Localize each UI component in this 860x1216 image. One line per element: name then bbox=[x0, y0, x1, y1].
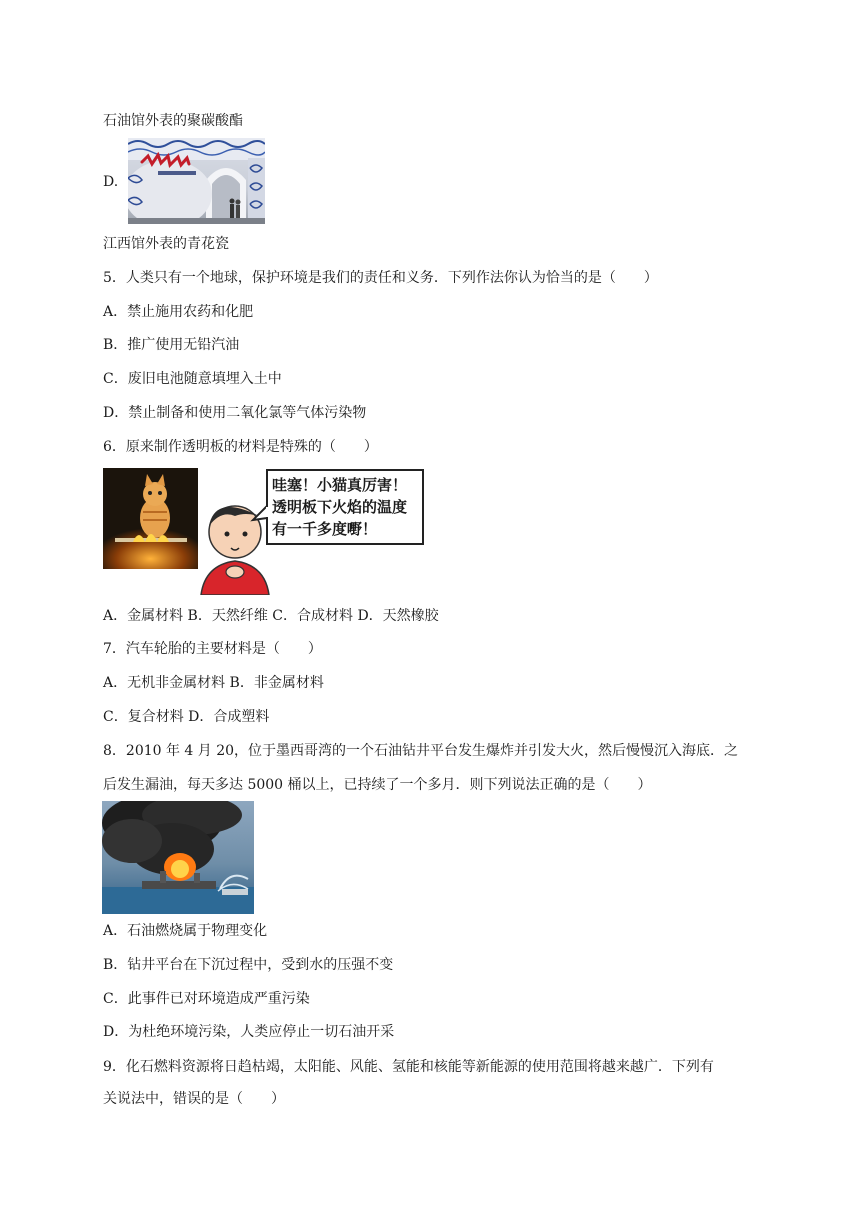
q8-option-b: B．钻井平台在下沉过程中，受到水的压强不变 bbox=[103, 957, 394, 973]
q6-options: A．金属材料 B．天然纤维 C．合成材料 D．天然橡胶 bbox=[103, 608, 439, 624]
q8-option-c: C．此事件已对环境造成严重污染 bbox=[103, 991, 310, 1007]
q8-stem-line2: 后发生漏油，每天多达 5000 桶以上，已持续了一个多月．则下列说法正确的是（ ） bbox=[103, 777, 652, 793]
q7-options-row2: C．复合材料 D．合成塑料 bbox=[103, 709, 270, 725]
q5-option-c: C．废旧电池随意填埋入土中 bbox=[103, 371, 282, 387]
q4-option-d-label: D. bbox=[103, 174, 119, 190]
q4-caption-d: 江西馆外表的青花瓷 bbox=[103, 236, 229, 252]
q4-caption-c: 石油馆外表的聚碳酸酯 bbox=[103, 113, 243, 129]
bubble-line-3: 有一千多度嘢！ bbox=[272, 520, 378, 538]
q5-stem: 5．人类只有一个地球，保护环境是我们的责任和义务．下列作法你认为恰当的是（ ） bbox=[103, 270, 658, 286]
q6-stem: 6．原来制作透明板的材料是特殊的（ ） bbox=[103, 439, 378, 455]
q5-option-a: A．禁止施用农药和化肥 bbox=[103, 304, 254, 320]
bubble-line-2: 透明板下火焰的温度 bbox=[272, 498, 408, 516]
q9-stem-line2: 关说法中，错误的是（ ） bbox=[103, 1091, 285, 1107]
q8-option-a: A．石油燃烧属于物理变化 bbox=[103, 923, 268, 939]
q7-stem: 7．汽车轮胎的主要材料是（ ） bbox=[103, 641, 322, 657]
q8-stem-line1: 8．2010 年 4 月 20，位于墨西哥湾的一个石油钻井平台发生爆炸并引发大火，然后慢慢沉入海底．之 bbox=[103, 743, 739, 759]
q9-stem-line1: 9．化石燃料资源将日趋枯竭，太阳能、风能、氢能和核能等新能源的使用范围将越来越广．下列有 bbox=[103, 1059, 714, 1075]
q5-option-d: D．禁止制备和使用二氧化氯等气体污染物 bbox=[103, 405, 367, 421]
oil-rig-fire-photo bbox=[102, 801, 254, 914]
bubble-line-1: 哇塞！小猫真厉害！ bbox=[272, 476, 408, 494]
q8-option-d: D．为杜绝环境污染，人类应停止一切石油开采 bbox=[103, 1024, 395, 1040]
jiangxi-pavilion-photo bbox=[128, 138, 265, 224]
q5-option-b: B．推广使用无铅汽油 bbox=[103, 337, 240, 353]
speech-bubble-text bbox=[272, 474, 407, 540]
q7-options-row1: A．无机非金属材料 B．非金属材料 bbox=[103, 675, 324, 691]
